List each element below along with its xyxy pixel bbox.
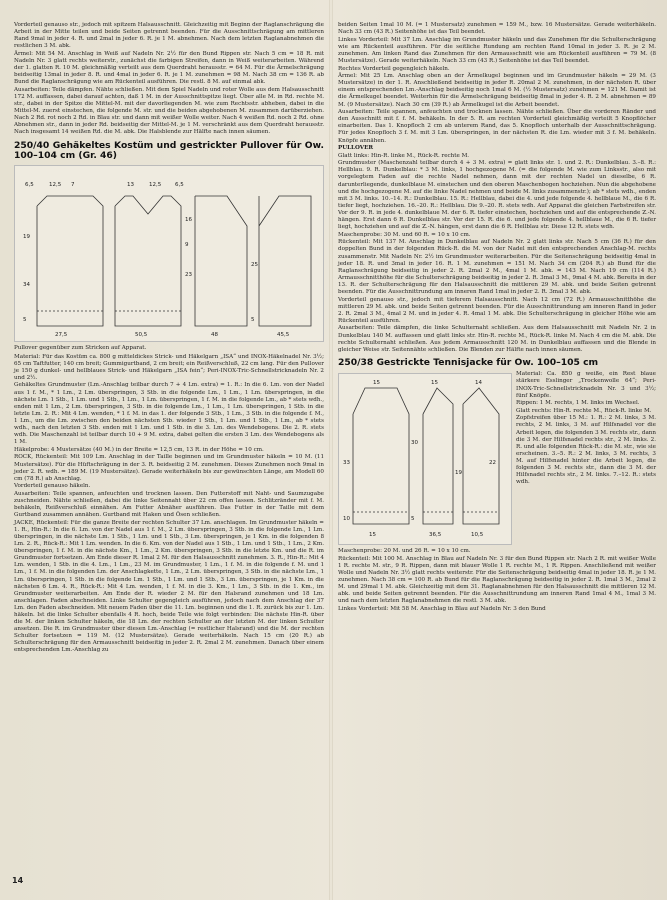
dim-label: 6,5 bbox=[175, 181, 184, 188]
paragraph-linkes-vorderteil: Linkes Vorderteil: Mit 37 Lm. Anschlag im Grundmuster häkeln und das Zunehmen für die Schulterschrägung wie am Rückenteil ausführen. Für die seitliche Rundung am rechten Rand 10mal in jeder 3. R. je 2 M. zunehmen. Am linken Rand das Zunehmen für den Armausschnitt wie am Rückenteil ausführen = 79 M. (8 Mustersätze). Gerade weiterhäkeln. Nach 33 cm (43 R.) Seitenhöhe ist das Teil beendet. bbox=[338, 36, 656, 64]
paragraph-material: Material: Für das Kostüm ca. 800 g mitteldickes Strick- und Häkelgarn „ISA“ und INOX-Häkelnadel Nr. 3½; 65 cm Taftfutter, 140 cm breit; Gummigurtband, 2 cm breit; ein Reißverschluß, 22 cm lang. Für den Pullover je 150 g dunkel- und hellblaues Strick- und Häkelgarn „ISA fein“; Peri-INOX-Tric-Schnellstricknadeln Nr. 2 und 2½. bbox=[14, 353, 324, 381]
right-column bbox=[338, 22, 656, 614]
paragraph-maschenprobe2: Maschenprobe: 20 M. und 26 R. = 10 x 10 cm. bbox=[338, 548, 471, 555]
dim-label: 13 bbox=[127, 181, 134, 188]
tennisjacke-schematic bbox=[339, 374, 511, 544]
dim-label: 5 bbox=[251, 316, 255, 323]
paragraph-glatt-links: Glatt links: Hin-R. linke M., Rück-R. rechte M. bbox=[338, 152, 470, 159]
dim-label: 25 bbox=[251, 261, 258, 268]
dim-label: 12,5 bbox=[149, 181, 162, 188]
paragraph-grundmuster: Gehäkeltes Grundmuster (Lm.-Anschlag teilbar durch 7 + 4 Lm. extra) = 1. R.: In die 6. Lm. von der Nadel aus 1 f. M., * 1 Lm., 2 Lm. überspringen, 3 Stb. in die folgende Lm., 1 Lm., 1 Lm. überspringen, in die nächste Lm. 1 Stb., 1 Lm. und 1 Stb., 1 Lm., 1 Lm. überspringen, 1 f. M. in die folgende Lm., ab * stets wdh., enden mit 1 Lm., 2 Lm. überspringen, 3 Stb. in die folgende Lm., 1 Lm., 1 Lm. überspringen, 1 Stb. in die letzte Lm. 2. R.: Mit 4 Lm. wenden, * 1 f. M. in das 1. der folgende 3 Stb., 1 Lm., 3 Stb. in die folgende f. M., 1 Lm., um die Lm. zwischen den beiden nächsten Stb. wieder 1 Stb., 1 Lm. und 1 Stb., 1 Lm., ab * stets wdh., nach den letzten 3 Stb. enden mit 1 Lm. und 1 Stb. in die 3. Lm. des Wendebogens. Die 2. R. stets wdh. Die Maschenzahl ist teilbar durch 10 + 9 M. extra, dabei gelten die ersten 3 Lm. des Wendebogens als 1 M. bbox=[14, 382, 324, 446]
dim-label: 34 bbox=[23, 281, 30, 288]
diagram-caption: Pullover gegenüber zum Stricken auf Apparat. bbox=[14, 344, 147, 351]
dim-label: 45,5 bbox=[277, 331, 290, 338]
section-heading-250-38: 250/38 Gestrickte Tennisjacke für Ow. 100–105 cm bbox=[338, 356, 599, 368]
paragraph-rechtes-vorderteil: Rechtes Vorderteil gegengleich häkeln. bbox=[338, 65, 450, 72]
dim-label: 7 bbox=[71, 181, 75, 188]
page-number: 14 bbox=[12, 876, 24, 885]
dim-label: 15 bbox=[373, 380, 380, 387]
paragraph-intro-right: beiden Seiten 1mal 10 M. (= 1 Mustersatz) zunehmen = 159 M., bzw. 16 Mustersätze. Gerade weiterhäkeln. Nach 33 cm (43 R.) Seitenhöhe ist das Teil beendet. bbox=[338, 22, 656, 36]
dim-label: 6,5 bbox=[25, 181, 34, 188]
paragraph-maschenprobe: Maschenprobe: 30 M. und 60 R. = 10 x 10 cm. bbox=[338, 231, 471, 238]
paragraph-ausarbeiten-right: Ausarbeiten: Teile spannen, anfeuchten und trocknen lassen. Nähte schließen. Über die vorderen Ränder und den Ausschnitt mit f. f. M. behäkeln. In der 5. R. am rechten Vorderteil gleichmäßig verteilt 5 Knopflöcher einarbeiten. Das 1. Knopfloch 2 cm ab unterem Rand, das 5. Knopfloch unterhalb der Ausschnittschrägung. Für jedes Knopfloch 3 f. M. mit 3 Lm. überspringen, in der nächsten R. die Lm. wieder mit 3 f. M. behäkeln. Knöpfe annähen. bbox=[338, 109, 656, 144]
pullover-schematic bbox=[15, 166, 323, 341]
dim-label: 27,5 bbox=[55, 331, 68, 338]
paragraph-vorderteil: Vorderteil genauso str., jedoch mit tieferem Halsausschnitt. Nach 12 cm (72 R.) Armausschnitthöhe die mittleren 29 M. abk. und beide Seiten getrennt beenden. Für die Ausschnittrundung am inneren Rand in jeder 2. R. 2mal 3 M., 4mal 2 M. und in jeder 4. R. 4mal 1 M. abk. Die Schulterschrägung in gleicher Höhe wie am Rückenteil ausführen. bbox=[338, 296, 656, 324]
dim-label: 36,5 bbox=[429, 532, 442, 539]
dim-label: 5 bbox=[411, 516, 415, 523]
page-gutter bbox=[329, 0, 333, 900]
paragraph-rippen: Rippen: 1 M. rechts, 1 M. links im Wechsel. bbox=[516, 400, 640, 407]
paragraph-rock: ROCK, Rückenteil: Mit 109 Lm. Anschlag in der Taille beginnen und im Grundmuster häkeln = 10 M. (11 Mustersätze). Für die Hüftschrägung in der 3. R. beidseitig 2 M. zunehmen. Dieses Zunehmen noch 9mal in jeder 2. R. wdh. = 189 M. (19 Mustersätze). Gerade weiterhäkeln bis zur gewünschten Länge, am Modell 60 cm (78 R.) ab Anschlag. bbox=[14, 454, 324, 482]
paragraph-haekelprobe: Häkelprobe: 4 Mustersätze (40 M.) in der Breite = 12,5 cm, 13 R. in der Höhe = 10 cm. bbox=[14, 446, 264, 453]
dim-label: 5 bbox=[23, 316, 27, 323]
dim-label: 12,5 bbox=[49, 181, 62, 188]
paragraph-rueckenteil2: Rückenteil: Mit 100 M. Anschlag in Blau auf Nadeln Nr. 3 für den Bund Rippen str. Nach 2 R. mit weißer Wolle 1 R. rechte M. str., 9 R. Rippen, dann mit blauer Wolle 1 R. rechte M., 1 R. Rippen. Anschließend mit weißer Wolle und Nadeln Nr. 3½ glatt rechts weiterstr. Für die Seitenschrägung beidseitig 4mal in jeder 18. R. je 1 M. zunehmen. Nach 38 cm = 100 R. ab Bund für die Raglanschrägung beidseitig in jeder 2. R. 1mal 3 M., 2mal 2 M. und 29mal 1 M. abk. Gleichzeitig mit dem 31. Raglanabnehmen für den Halsausschnitt die mittleren 12 M. abk. und beide Seiten getrennt beenden. Für die Ausschnittrundung am inneren Rand 1mal 4 M., 1mal 3 M. und nach dem letzten Raglanabnehmen die restl. 3 M. abk. bbox=[338, 555, 656, 605]
dim-label: 10,5 bbox=[471, 532, 484, 539]
paragraph-linkes-vorderteil2: Linkes Vorderteil: Mit 58 M. Anschlag in Blau auf Nadeln Nr. 3 den Bund bbox=[338, 606, 546, 613]
pattern-diagram-tennisjacke bbox=[338, 373, 512, 545]
paragraph-jacke: JACKE, Rückenteil: Für die ganze Breite der rechten Schulter 37 Lm. anschlagen. Im Grundmuster häkeln = 1. R., Hin-R.: In die 6. Lm. von der Nadel aus 1 f. M., 2 Lm. überspringen, 3 Stb. in die folgende Lm., 1 Lm. überspringen, in die nächste Lm. 1 Stb., 1 Lm. und 1 Stb., 3 Lm. überspringen, je 1 Km. in die folgenden 8 Lm. 2. R., Rück-R.: Mit 1 Lm. wenden. In die 6. Km. von der Nadel aus 1 Stb., 1 Lm. und 1 Stb., 1 Lm., 2 Km. überspringen, 1 f. M. in die nächste Km., 1 Lm., 2 Km. überspringen, 3 Stb. in die letzte Km. und die R. im Grundmuster fortsetzen. Am Ende dieser R. 1mal 2 M. für den Halsausschnitt zunehmen. 3. R., Hin-R.: Mit 4 Lm. wenden, 1 Stb. in die 4. Lm., 1 Lm., 23 M. im Grundmuster, 1 Lm., 1 f. M. in die folgende f. M. und 1 Lm., 1 f. M. in die folgenden Lm. der Anschlagkette, 1 Lm., 2 Lm. überspringen, 3 Stb. in die nächste Lm., 1 Lm. überspringen, 1 Stb. in die folgende Lm. 1 Stb., 1 Lm. und 1 Stb., 3 Lm. überspringen, je 1 Km. in die nächsten 6 Lm. 4. R., Rück-R.: Mit 4 Lm. wenden, 1 f. M. in die 3. Km., 1 Lm., 3 Stb. in die 1. Km., im Grundmuster weiterarbeiten. Am Ende der R. wieder 2 M. für den Halsrand zunehmen und 18 Lm. anschlagen. Faden abschneiden. Linke Schulter gegengleich ausführen, jedoch nach dem Anschlag der 37 Lm. den Faden abschneiden. Mit neuem Faden über die 11. Lm. beginnen und die 1. R. zurück bis zur 1. Lm. häkeln. Ist die linke Schulter ebenfalls 4 R. hoch, beide Teile wie folgt verbinden: Die nächste Hin-R. über die M. der linken Schulter häkeln, die 18 Lm. der rechten Schulter an der letzten M. der linken Schulter ansetzen. Die R. im Grundmuster über diesen Lm.-Anschlag (= restlicher Halsrand) und die M. der rechten Schulter fortsetzen = 119 M. (12 Mustersätze). Gerade weiterhäkeln. Nach 15 cm (20 R.) ab Schulterschrägung für den Armausschnitt beidseitig in jeder 2. R. 2mal 2 M. zunehmen. Danach über einem entsprechenden Lm.-Anschlag zu bbox=[14, 519, 324, 654]
paragraph-rock-vorderteil: Vorderteil genauso häkeln. bbox=[14, 483, 91, 490]
dim-label: 9 bbox=[185, 241, 189, 248]
dim-label: 15 bbox=[369, 532, 376, 539]
paragraph-grundmuster-right: Grundmuster (Maschenzahl teilbar durch 4 + 3 M. extra) = glatt links str. 1. und 2. R.: Dunkelblau. 3.–8. R.: Hellblau. 9. R. Dunkelblau: * 3 M. links, 1 hochgezogene M. (= die folgende M. wie zum Linksstr., also mit vorgelegtem Faden auf die rechte Nadel nehmen, dann mit der rechten Nadel un dieselbe, 6 R. darunterliegende, dunkelblaue M. einstechen und den oberen Maschenbogen hochziehen. Nun die abgehobene und die hochgezogene M. auf die linke Nadel nehmen und beide M. links zusammenstr.); ab * stets wdh., enden mit 3 M. links. 10.–14. R.: Dunkelblau. 15. R.: Hellblau, dabei die 4. und jede folgende 4. hellblaue M., die 6 R. tiefer liegt, hochziehen. 16.–20. R.: Hellblau. Die 9.–20. R. stets wdh. Auf Apparat die gleichen Farbstreifen str. Vor der 9. R. in jede 4. dunkelblaue M. der 6. R. tiefer einstechen, hochziehen und auf die entsprechende Z.-N. hängen. Erst dann 6 R. Dunkelblau str. Vor der 15. R. die 6. und jede folgende 4. hellblaue M., die 6 R. tiefer liegt, hochziehen und auf die Z.-N. hängen, erst dann die 6 R. Hellblau str. Diese 12 R. stets wdh. bbox=[338, 160, 656, 231]
paragraph-aermel-right: Ärmel: Mit 25 Lm. Anschlag oben an der Ärmelkugel beginnen und im Grundmuster häkeln = 29 M. (3 Mustersätze) in der 1. R. Anschließend beidseitig in jeder R. 20mal 2 M. zunehmen, in der nächsten R. über einem entsprechenden Lm.-Anschlag beidseitig noch 1mal 6 M. (½ Mustersatz) zunehmen = 121 M. Damit ist die Ärmelkugel beendet. Weiterhin für die Ärmelschrägung beidseitig 8mal in jeder 4. R. 2 M. abnehmen = 89 M. (9 Mustersätze). Nach 30 cm (39 R.) ab Ärmelkugel ist die Arbeit beendet. bbox=[338, 73, 656, 108]
left-column bbox=[14, 22, 324, 655]
paragraph-ausarbeiten-rock: Ausarbeiten: Teile spannen, anfeuchten und trocknen lassen. Den Futterstoff mit Naht- und Saumzugabe zuschneiden. Nähte schließen, dabei die linke Seitennaht über 22 cm offen lassen. Schlitzränder mit f. M. behäkeln, Reißverschluß einnähen. Am Futter Abnäher ausführen. Das Futter in der Taille mit dem Gurtband zusammen annähen. Gurtband mit Haken und Ösen schließen. bbox=[14, 490, 324, 519]
dim-label: 22 bbox=[489, 460, 496, 467]
paragraph-ausarbeiten2: Ausarbeiten: Teile dämpfen, die linke Schulternaht schließen. Aus dem Halsausschnitt mit Nadeln Nr. 2 in Dunkelblau 140 M. auffassen und glatt links str. Hin-R. rechte M., Rück-R. linke M. Nach 4 cm die M. abk. Die rechte Schulternaht schließen. Aus jedem Armausschnitt 120 M. in Dunkelblau auffassen und die Blende in gleicher Weise str. Seitennähte schließen. Die Blenden zur Hälfte nach innen säumen. bbox=[338, 325, 656, 353]
dim-label: 15 bbox=[431, 380, 438, 387]
paragraph-ausarbeiten: Ausarbeiten: Teile dämpfen. Nähte schließen. Mit dem Spiel Nadeln und roter Wolle aus dem Halsausschnitt 172 M. auffassen, dabei darauf achten, daß 1 M. in der Ausschnittspitze liegt. Über alle M. in Rd. rechte M. str., dabei in der Spitze die Mittel-M. mit der davorliegenden M. wie zum Rechtsstr. abheben, dabei in die Mittel-M. zuerst einstechen, die folgende M. str. und die beiden abgehobenen M. zusammen darüberziehen. Nach 2 Rd. rot noch 2 Rd. in Blau str. und dann mit weißer Wolle weiter. Nach 4 weißen Rd. noch 2 Rd. ohne Abnehmen str., dann in jeder Rd. beidseitig der Mittel-M. je 1 M. verschränkt aus dem Querdraht herausstr. Nach insgesamt 14 weißen Rd. die M. abk. Die Halsblende zur Hälfte nach innen säumen. bbox=[14, 86, 324, 136]
section-heading-250-40: 250/40 Gehäkeltes Kostüm und gestrickter Pullover für Ow. 100–104 cm (Gr. 46) bbox=[14, 139, 324, 161]
paragraph-intro: Vorderteil genauso str., jedoch mit spitzem Halsausschnitt. Gleichzeitig mit Beginn der Raglanschrägung die Arbeit in der Mitte teilen und beide Seiten getrennt beenden. Für die Ausschnittschrägung am mittleren Rand 9mal in jeder 4. R. und 2mal in jeder 6. R. je 1 M. abnehmen. Nach dem letzten Raglanabnehmen die restlichen 3 M. abk. bbox=[14, 22, 324, 50]
dim-label: 48 bbox=[211, 331, 218, 338]
tennis-side-text bbox=[516, 371, 656, 548]
paragraph-glatt-rechts: Glatt rechts: Hin-R. rechte M., Rück-R. linke M. bbox=[516, 407, 652, 414]
paragraph-rueckenteil: Rückenteil: Mit 137 M. Anschlag in Dunkelblau auf Nadeln Nr. 2 glatt links str. Nach 5 cm (36 R.) für den doppelten Bund in der folgenden Rück-R. die M. von der Nadel mit den entsprechenden Anschlag-M. rechts zusammenstr. Mit Nadeln Nr. 2½ im Grundmuster weiterarbeiten. Für die Seitenschrägung beidseitig 4mal in jeder 18. R. und 3mal in jeder 16. R. 1 M. zunehmen = 151 M. Nach 34 cm (204 R.) ab Bund für die Raglanschrägung beidseitig in jeder 2. R. 2mal 2 M., 4mal 1 M. abk. = 143 M. Nach 19 cm (114 R.) Armausschnitthöhe für die Schulterschrägung beidseitig in jeder 2. R. 3mal 3 M., 9mal 4 M. abk. Bereits in der 13. R. der Schulterschrägung für den Halsausschnitt die mittleren 29 M. abk. und beide Seiten getrennt beenden. Für die Ausschnittrundung am inneren Rand 1mal in jeder 2. R. 3mal 3 M. abk. bbox=[338, 239, 656, 295]
dim-label: 30 bbox=[411, 440, 418, 447]
tennis-section bbox=[338, 371, 656, 548]
dim-label: 19 bbox=[455, 470, 462, 477]
paragraph-material-tennis: Material: Ca. 850 g weiße, ein Rest blaue stärkere Esslinger „Trockenwolle 64“; Peri-INOX-Tric-Schnellstricknadeln Nr. 3 und 3½; fünf Knöpfe. bbox=[516, 371, 656, 399]
dim-label: 50,5 bbox=[135, 331, 148, 338]
dim-label: 10 bbox=[343, 516, 350, 523]
paragraph-zopfstreifen: Zopfstreifen über 15 M.: 1. R.: 2 M. links, 3 M. rechts, 2 M. links, 3 M. auf Hilfsnadel vor die Arbeit legen, die folgenden 3 M. rechts str., dann die 3 M. der Hilfsnadel rechts str., 2 M. links. 2. R. und alle folgenden Rück-R.: die M. str., wie sie erscheinen. 3.–5. R.: 2 M. links, 3 M. rechts, 3 M. auf Hilfsnadel hinter die Arbeit legen, die folgenden 3 M. rechts str., dann die 3 M. der Hilfsnadel rechts str., 2 M. links. 7.–12. R.: stets wdh. bbox=[516, 415, 656, 486]
dim-label: 33 bbox=[343, 460, 350, 467]
pattern-diagram-pullover bbox=[14, 165, 324, 342]
paragraph-pullover-heading: PULLOVER bbox=[338, 145, 373, 152]
dim-label: 19 bbox=[23, 233, 30, 240]
dim-label: 23 bbox=[185, 271, 192, 278]
dim-label: 14 bbox=[475, 380, 482, 387]
paragraph-aermel: Ärmel: Mit 54 M. Anschlag in Weiß auf Nadeln Nr. 2½ für den Bund Rippen str. Nach 5 cm = 18 R. mit Nadeln Nr. 3 glatt rechts weiterstr., zunächst die farbigen Streifen, dann in Weiß weiterarbeiten. Während der 1. glatten R. 10 M. gleichmäßig verteilt aus dem Querdraht herausstr. = 64 M. Für die Ärmelschrägung beidseitig 13mal in jeder 8. R. und 4mal in jeder 6. R. je 1 M. zunehmen = 98 M. Nach 38 cm = 136 R. ab Bund die Raglanschrägung wie am Rückenteil ausführen. Die restl. 8 M. auf einmal abk. bbox=[14, 50, 324, 86]
dim-label: 16 bbox=[185, 216, 192, 223]
